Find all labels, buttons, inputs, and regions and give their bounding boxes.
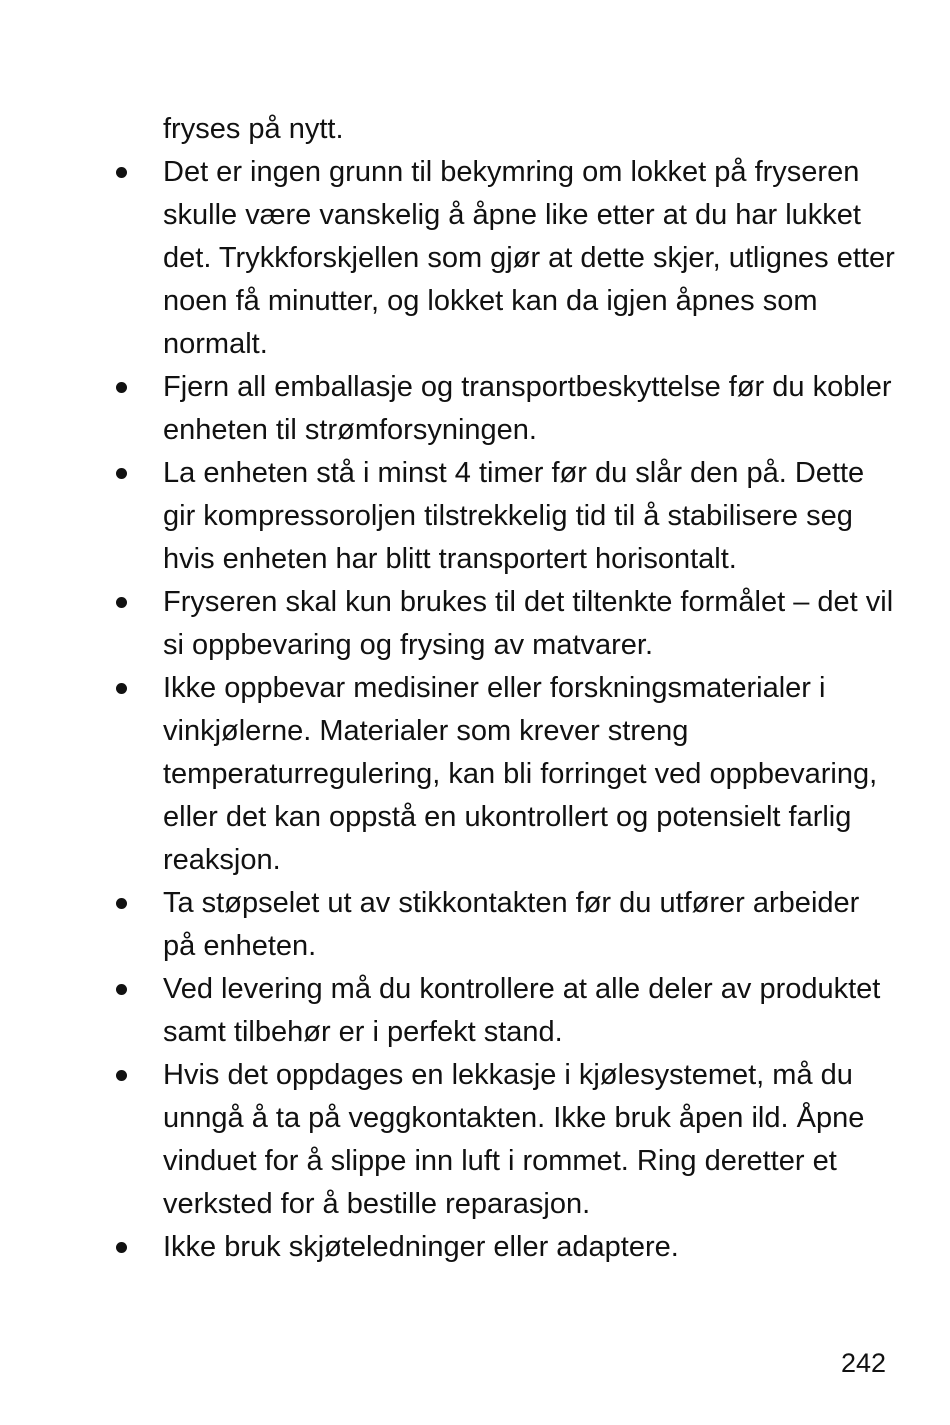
bullet-item [0, 1054, 950, 1226]
bullet-item [0, 667, 950, 882]
bullet-icon [116, 167, 127, 178]
bullet-icon [116, 984, 127, 995]
bullet-icon [116, 683, 127, 694]
bullet-icon [116, 597, 127, 608]
bullet-item [0, 581, 950, 667]
bullet-text: Fryseren skal kun brukes til det tiltenkte formålet – det vil si oppbevaring og frysing av matvarer. [163, 586, 894, 661]
bullet-list [0, 151, 950, 1269]
bullet-item [0, 1226, 950, 1269]
bullet-text: Ta støpselet ut av stikkontakten før du utfører arbeider på enheten. [163, 887, 860, 962]
bullet-icon [116, 1242, 127, 1253]
bullet-text: Det er ingen grunn til bekymring om lokket på fryseren skulle være vanskelig å åpne like etter at du har lukket det. Trykkforskjellen som gjør at dette skjer, utlignes etter noen få minutter, og lokket kan da igjen åpnes som normalt. [163, 156, 895, 360]
bullet-text: Ved levering må du kontrollere at alle deler av produktet samt tilbehør er i perfekt stand. [163, 973, 881, 1048]
bullet-text: Ikke bruk skjøteledninger eller adaptere. [163, 1231, 679, 1263]
page-number: 242 [840, 1348, 886, 1378]
bullet-item [0, 151, 950, 366]
bullet-text: Ikke oppbevar medisiner eller forskningsmaterialer i vinkjølerne. Materialer som krever streng temperaturregulering, kan bli forringet ved oppbevaring, eller det kan oppstå en ukontrollert og potensielt farlig reaksjon. [163, 672, 878, 876]
bullet-item [0, 452, 950, 581]
bullet-text: Hvis det oppdages en lekkasje i kjølesystemet, må du unngå å ta på veggkontakten. Ikke bruk åpen ild. Åpne vinduet for å slippe inn luft i rommet. Ring deretter et verksted for å bestille reparasjon. [163, 1059, 865, 1220]
bullet-icon [116, 382, 127, 393]
bullet-icon [116, 1070, 127, 1081]
bullet-icon [116, 898, 127, 909]
bullet-item [0, 882, 950, 968]
bullet-text: Fjern all emballasje og transportbeskyttelse før du kobler enheten til strømforsyningen. [163, 371, 892, 446]
bullet-item [0, 968, 950, 1054]
bullet-icon [116, 468, 127, 479]
bullet-text: La enheten stå i minst 4 timer før du slår den på. Dette gir kompressoroljen tilstrekkelig tid til å stabilisere seg hvis enheten har blitt transportert horisontalt. [163, 457, 865, 575]
continuation-text: fryses på nytt. [163, 113, 344, 145]
bullet-item [0, 366, 950, 452]
